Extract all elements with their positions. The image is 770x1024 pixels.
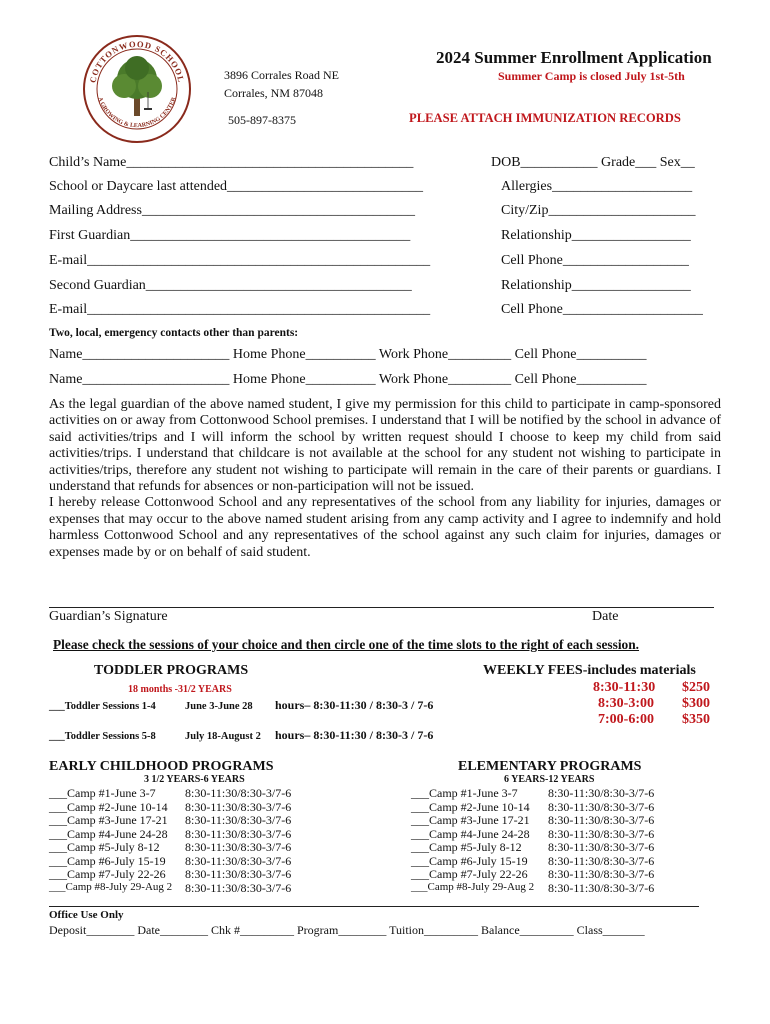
signature-date-label: Date [592, 609, 619, 624]
guardian-signature-label: Guardian’s Signature [49, 609, 168, 624]
school-phone: 505-897-8375 [228, 113, 296, 127]
cell-phone2-field[interactable]: Cell Phone____________________ [501, 302, 703, 317]
svg-text:A GROWING & LEARNING CENTER: A GROWING & LEARNING CENTER [96, 96, 178, 130]
school-address-line2: Corrales, NM 87048 [224, 86, 323, 100]
early-camp-1[interactable]: ___Camp #1-June 3-7 [49, 786, 156, 800]
signature-line[interactable] [49, 607, 714, 608]
first-guardian-field[interactable]: First Guardian________________________________________ [49, 228, 411, 243]
emergency-heading: Two, local, emergency contacts other than parents: [49, 327, 299, 339]
emergency-contact-row-1[interactable]: Name_____________________ Home Phone__________ Work Phone_________ Cell Phone__________ [49, 347, 647, 362]
office-use-fields[interactable]: Deposit________ Date________ Chk #_________ Program________ Tuition_________ Balance_________ Class_______ [49, 923, 645, 937]
email2-field[interactable]: E-mail_________________________________________________ [49, 302, 431, 317]
child-name-field[interactable]: Child’s Name_________________________________________ [49, 155, 414, 170]
elementary-camp-2[interactable]: ___Camp #2-June 10-14 [411, 799, 530, 814]
elementary-title: ELEMENTARY PROGRAMS [458, 759, 642, 774]
elementary-camp-8[interactable]: ___Camp #8-July 29-Aug 2 [411, 880, 535, 893]
toddler-programs-title: TODDLER PROGRAMS [94, 663, 249, 678]
elementary-camp-4-times[interactable]: 8:30-11:30/8:30-3/7-6 [548, 826, 655, 841]
elementary-camp-5-times[interactable]: 8:30-11:30/8:30-3/7-6 [548, 840, 655, 854]
elementary-camp-8-times[interactable]: 8:30-11:30/8:30-3/7-6 [548, 880, 655, 895]
early-camp-4[interactable]: ___Camp #4-June 24-28 [49, 826, 168, 841]
dob-grade-sex-field[interactable]: DOB___________ Grade___ Sex__ [491, 155, 695, 170]
elementary-age-range: 6 YEARS-12 YEARS [504, 774, 595, 785]
toddler-session-5-8[interactable]: ___Toddler Sessions 5-8 [49, 731, 156, 742]
elementary-camp-6[interactable]: ___Camp #6-July 15-19 [411, 853, 528, 868]
fee-time-3: 7:00-6:00 [598, 712, 654, 727]
relationship2-field[interactable]: Relationship_________________ [501, 278, 691, 293]
early-camp-4-times[interactable]: 8:30-11:30/8:30-3/7-6 [185, 826, 292, 841]
elementary-camp-7-times[interactable]: 8:30-11:30/8:30-3/7-6 [548, 867, 655, 881]
fee-price-1: $250 [682, 680, 710, 695]
elementary-camp-2-times[interactable]: 8:30-11:30/8:30-3/7-6 [548, 799, 655, 814]
fee-price-3: $350 [682, 712, 710, 727]
city-zip-field[interactable]: City/Zip_____________________ [501, 203, 696, 218]
cottonwood-school-logo [82, 34, 192, 144]
legal-text [49, 397, 721, 561]
elementary-camp-6-times[interactable]: 8:30-11:30/8:30-3/7-6 [548, 853, 655, 868]
elementary-camp-4[interactable]: ___Camp #4-June 24-28 [411, 826, 530, 841]
cell-phone1-field[interactable]: Cell Phone__________________ [501, 253, 689, 268]
svg-text:COTTONWOOD SCHOOL: COTTONWOOD SCHOOL [87, 38, 187, 84]
office-divider [49, 906, 699, 907]
release-paragraph: I hereby release Cottonwood School and any representatives of the school from any liability for injuries, damages or expenses that may occur to the above named student arising from any camp activity and I agree to indemnify and hold harmless Cottonwood School and any representatives of the school against any such claim for injuries, damages or expenses made by or on behalf of said student. [49, 495, 721, 560]
toddler-session-5-8-hours[interactable]: hours– 8:30-11:30 / 8:30-3 / 7-6 [275, 728, 434, 742]
fee-time-2: 8:30-3:00 [598, 696, 654, 711]
early-camp-3[interactable]: ___Camp #3-June 17-21 [49, 813, 168, 827]
permission-paragraph: As the legal guardian of the above named student, I give my permission for this child to participate in camp-sponsored activities on or away from Cottonwood School premises. I understand that I will be notified by the school in advance of said activities/trips and I will inform the school by written request should I choose to keep my child from said activities/trips. I understand that childcare is not available at the school for any student not wishing to participate in activities/trips, therefore any student not wishing to participate will remain in the care of their parents or guardians. I understand that refunds for absences or non-participation will not be issued. [49, 397, 721, 495]
emergency-contact-row-2[interactable]: Name_____________________ Home Phone__________ Work Phone_________ Cell Phone__________ [49, 372, 647, 387]
toddler-age-range: 18 months -31/2 YEARS [128, 684, 232, 695]
allergies-field[interactable]: Allergies____________________ [501, 179, 693, 194]
immunization-note: PLEASE ATTACH IMMUNIZATION RECORDS [409, 111, 681, 125]
early-camp-5[interactable]: ___Camp #5-July 8-12 [49, 840, 160, 854]
toddler-session-5-8-dates: July 18-August 2 [185, 731, 261, 742]
early-camp-1-times[interactable]: 8:30-11:30/8:30-3/7-6 [185, 786, 292, 800]
early-camp-8-times[interactable]: 8:30-11:30/8:30-3/7-6 [185, 880, 292, 895]
session-instructions: Please check the sessions of your choice and then circle one of the time slots to the right of each session. [53, 637, 640, 652]
elementary-camp-3[interactable]: ___Camp #3-June 17-21 [411, 813, 530, 827]
school-last-attended-field[interactable]: School or Daycare last attended____________________________ [49, 179, 424, 194]
elementary-camp-3-times[interactable]: 8:30-11:30/8:30-3/7-6 [548, 813, 655, 827]
early-camp-7[interactable]: ___Camp #7-July 22-26 [49, 867, 166, 881]
early-childhood-age-range: 3 1/2 YEARS-6 YEARS [144, 774, 245, 785]
closed-note: Summer Camp is closed July 1st-5th [498, 69, 685, 83]
toddler-session-1-4-dates: June 3-June 28 [185, 701, 253, 712]
form-title: 2024 Summer Enrollment Application [436, 48, 712, 67]
email1-field[interactable]: E-mail_________________________________________________ [49, 253, 431, 268]
elementary-camp-1[interactable]: ___Camp #1-June 3-7 [411, 786, 518, 800]
toddler-session-1-4[interactable]: ___Toddler Sessions 1-4 [49, 701, 156, 712]
office-use-title: Office Use Only [49, 909, 124, 921]
early-childhood-title: EARLY CHILDHOOD PROGRAMS [49, 759, 274, 774]
elementary-camp-7[interactable]: ___Camp #7-July 22-26 [411, 867, 528, 881]
toddler-session-1-4-hours[interactable]: hours– 8:30-11:30 / 8:30-3 / 7-6 [275, 698, 434, 712]
early-camp-8[interactable]: ___Camp #8-July 29-Aug 2 [49, 880, 173, 893]
early-camp-2[interactable]: ___Camp #2-June 10-14 [49, 799, 168, 814]
elementary-camp-5[interactable]: ___Camp #5-July 8-12 [411, 840, 522, 854]
school-address-line1: 3896 Corrales Road NE [224, 68, 339, 82]
relationship1-field[interactable]: Relationship_________________ [501, 228, 691, 243]
early-camp-5-times[interactable]: 8:30-11:30/8:30-3/7-6 [185, 840, 292, 854]
early-camp-6[interactable]: ___Camp #6-July 15-19 [49, 853, 166, 868]
elementary-camp-1-times[interactable]: 8:30-11:30/8:30-3/7-6 [548, 786, 655, 800]
mailing-address-field[interactable]: Mailing Address_______________________________________ [49, 203, 415, 218]
early-camp-3-times[interactable]: 8:30-11:30/8:30-3/7-6 [185, 813, 292, 827]
early-camp-2-times[interactable]: 8:30-11:30/8:30-3/7-6 [185, 799, 292, 814]
early-camp-7-times[interactable]: 8:30-11:30/8:30-3/7-6 [185, 867, 292, 881]
fee-time-1: 8:30-11:30 [593, 680, 656, 695]
weekly-fees-title: WEEKLY FEES-includes materials [483, 663, 696, 678]
early-camp-6-times[interactable]: 8:30-11:30/8:30-3/7-6 [185, 853, 292, 868]
second-guardian-field[interactable]: Second Guardian______________________________________ [49, 278, 412, 293]
fee-price-2: $300 [682, 696, 710, 711]
